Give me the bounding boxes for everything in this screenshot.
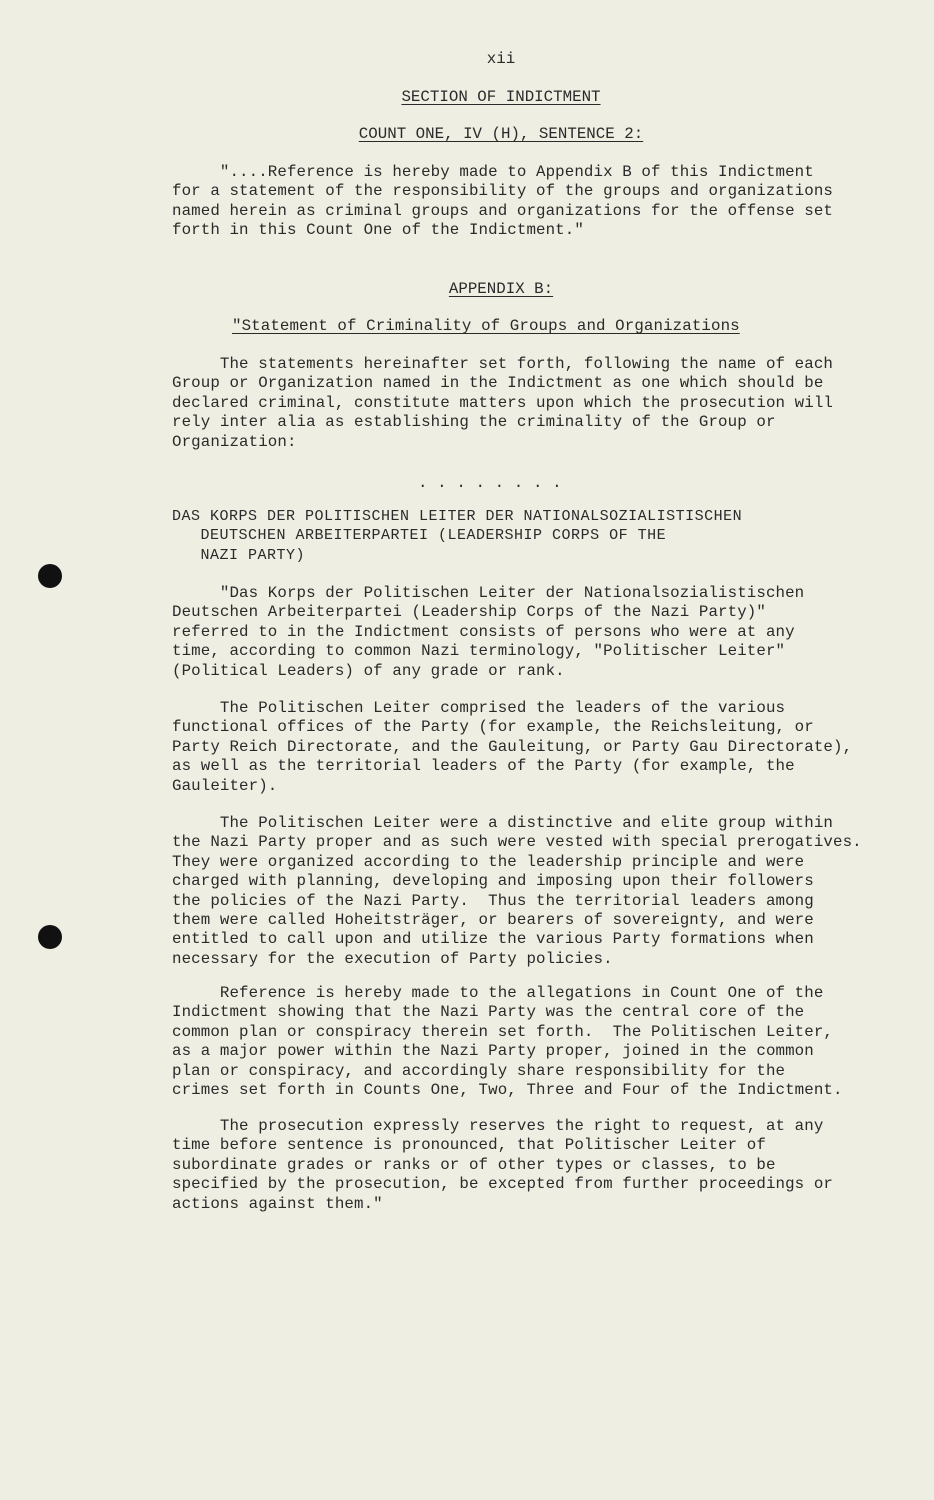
paragraph-3 (172, 814, 862, 969)
punch-hole (38, 925, 62, 949)
text-line: Deutschen Arbeiterpartei (Leadership Corps of the Nazi Party)" (172, 603, 766, 622)
intro-paragraph (172, 355, 833, 452)
text-line: (Political Leaders) of any grade or rank. (172, 661, 565, 680)
paragraph-2 (172, 699, 852, 796)
group-heading (172, 507, 742, 565)
text-line: time before sentence is pronounced, that Politischer Leiter of (172, 1136, 766, 1155)
text-line: the policies of the Nazi Party. Thus the territorial leaders among (172, 891, 814, 910)
paragraph-4 (172, 984, 843, 1100)
text-line: the Nazi Party proper and as such were vested with special prerogatives. (172, 833, 862, 852)
text-line: referred to in the Indictment consists of persons who were at any (172, 622, 795, 641)
appendix-title: APPENDIX B: (448, 280, 554, 298)
text-line: necessary for the execution of Party policies. (172, 949, 613, 968)
text-line: as well as the territorial leaders of the Party (for example, the (172, 757, 795, 776)
text-line: DAS KORPS DER POLITISCHEN LEITER DER NATIONALSOZIALISTISCHEN (172, 508, 743, 525)
text-line: rely inter alia as establishing the criminality of the Group or (172, 413, 776, 432)
page-number: xii (486, 50, 516, 68)
punch-hole (38, 564, 62, 588)
text-line: forth in this Count One of the Indictment." (172, 221, 584, 240)
text-line: DEUTSCHEN ARBEITERPARTEI (LEADERSHIP CORPS OF THE (172, 527, 667, 545)
text-line: The prosecution expressly reserves the right to request, at any (172, 1117, 824, 1135)
statement-title: "Statement of Criminality of Groups and Organizations (232, 317, 740, 335)
text-line: functional offices of the Party (for example, the Reichsleitung, or (172, 718, 814, 737)
count-title: COUNT ONE, IV (H), SENTENCE 2: (358, 125, 644, 143)
text-line: charged with planning, developing and imposing upon their followers (172, 872, 814, 891)
text-line: time, according to common Nazi terminology, "Politischer Leiter" (172, 642, 786, 661)
text-line: Indictment showing that the Nazi Party was the central core of the (172, 1003, 805, 1022)
text-line: The Politischen Leiter comprised the leaders of the various (172, 699, 786, 717)
text-line: Gauleiter). (172, 776, 278, 795)
quote-paragraph (172, 163, 833, 241)
text-line: specified by the prosecution, be excepted from further proceedings or (172, 1175, 833, 1194)
text-line: them were called Hoheitsträger, or bearers of sovereignty, and were (172, 910, 814, 929)
text-line: "....Reference is hereby made to Appendix B of this Indictment (172, 163, 814, 181)
text-line: actions against them." (172, 1194, 383, 1213)
text-line: crimes set forth in Counts One, Two, Three and Four of the Indictment. (172, 1080, 843, 1099)
text-line: declared criminal, constitute matters upon which the prosecution will (172, 393, 833, 412)
separator: . . . . . . . . (418, 474, 562, 492)
section-title: SECTION OF INDICTMENT (401, 88, 601, 106)
text-line: named herein as criminal groups and organizations for the offense set (172, 201, 833, 220)
text-line: for a statement of the responsibility of the groups and organizations (172, 182, 833, 201)
text-line: NAZI PARTY) (172, 546, 306, 564)
paragraph-5 (172, 1117, 833, 1214)
paragraph-1 (172, 584, 804, 681)
text-line: Reference is hereby made to the allegations in Count One of the (172, 984, 824, 1002)
text-line: The statements hereinafter set forth, following the name of each (172, 355, 833, 373)
text-line: "Das Korps der Politischen Leiter der Nationalsozialistischen (172, 584, 805, 602)
text-line: subordinate grades or ranks or of other types or classes, to be (172, 1155, 776, 1174)
text-line: plan or conspiracy, and accordingly share responsibility for the (172, 1061, 786, 1080)
text-line: entitled to call upon and utilize the various Party formations when (172, 930, 814, 949)
text-line: Party Reich Directorate, and the Gauleitung, or Party Gau Directorate), (172, 737, 853, 756)
text-line: Group or Organization named in the Indictment as one which should be (172, 374, 824, 393)
text-line: The Politischen Leiter were a distinctive and elite group within (172, 814, 833, 832)
text-line: Organization: (172, 432, 297, 451)
text-line: as a major power within the Nazi Party proper, joined in the common (172, 1042, 814, 1061)
text-line: common plan or conspiracy therein set forth. The Politischen Leiter, (172, 1022, 833, 1041)
text-line: They were organized according to the leadership principle and were (172, 852, 805, 871)
